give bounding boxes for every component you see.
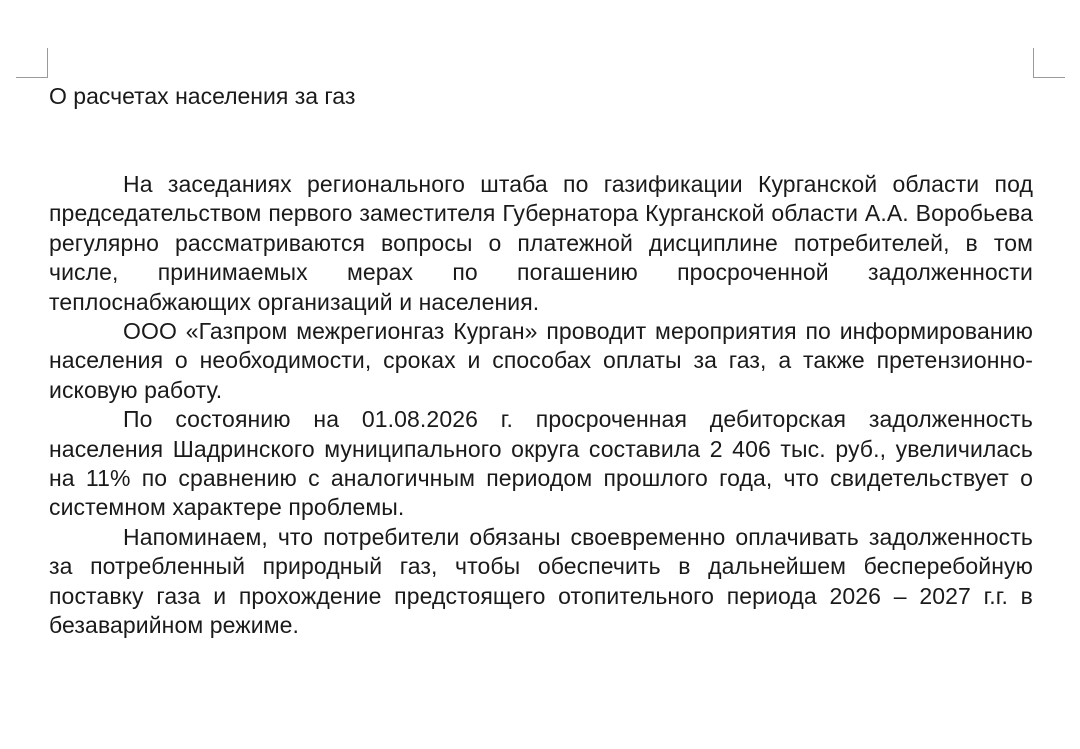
page-corner-mark-top-left — [16, 48, 48, 78]
document-title: О расчетах населения за газ — [49, 83, 356, 109]
paragraph-1: На заседаниях регионального штаба по газификации Курганской области под председательством первого заместителя Губернатора Курганской области А.А. Воробьева регулярно рассматриваются вопросы о платежной дисциплине потребителей, в том числе, принимаемых мерах по погашению просроченной задолженности теплоснабжающих организаций и населения. — [49, 171, 1033, 315]
paragraph-3: По состоянию на 01.08.2026 г. просроченная дебиторская задолженность населения Шадринского муниципального округа составила 2 406 тыс. руб., увеличилась на 11% по сравнению с аналогичным периодом прошлого года, что свидетельствует о системном характере проблемы. — [49, 406, 1033, 521]
document-paragraphs — [49, 170, 1033, 641]
page-corner-mark-top-right — [1033, 48, 1065, 78]
paragraph-2: ООО «Газпром межрегионгаз Курган» проводит мероприятия по информированию населения о необходимости, сроках и способах оплаты за газ, а также претензионно-исковую работу. — [49, 318, 1033, 403]
paragraph-4: Напоминаем, что потребители обязаны своевременно оплачивать задолженность за потребленный природный газ, чтобы обеспечить в дальнейшем бесперебойную поставку газа и прохождение предстоящего отопительного периода 2026 – 2027 г.г. в безаварийном режиме. — [49, 523, 1033, 639]
document-body[interactable] — [49, 81, 1033, 641]
